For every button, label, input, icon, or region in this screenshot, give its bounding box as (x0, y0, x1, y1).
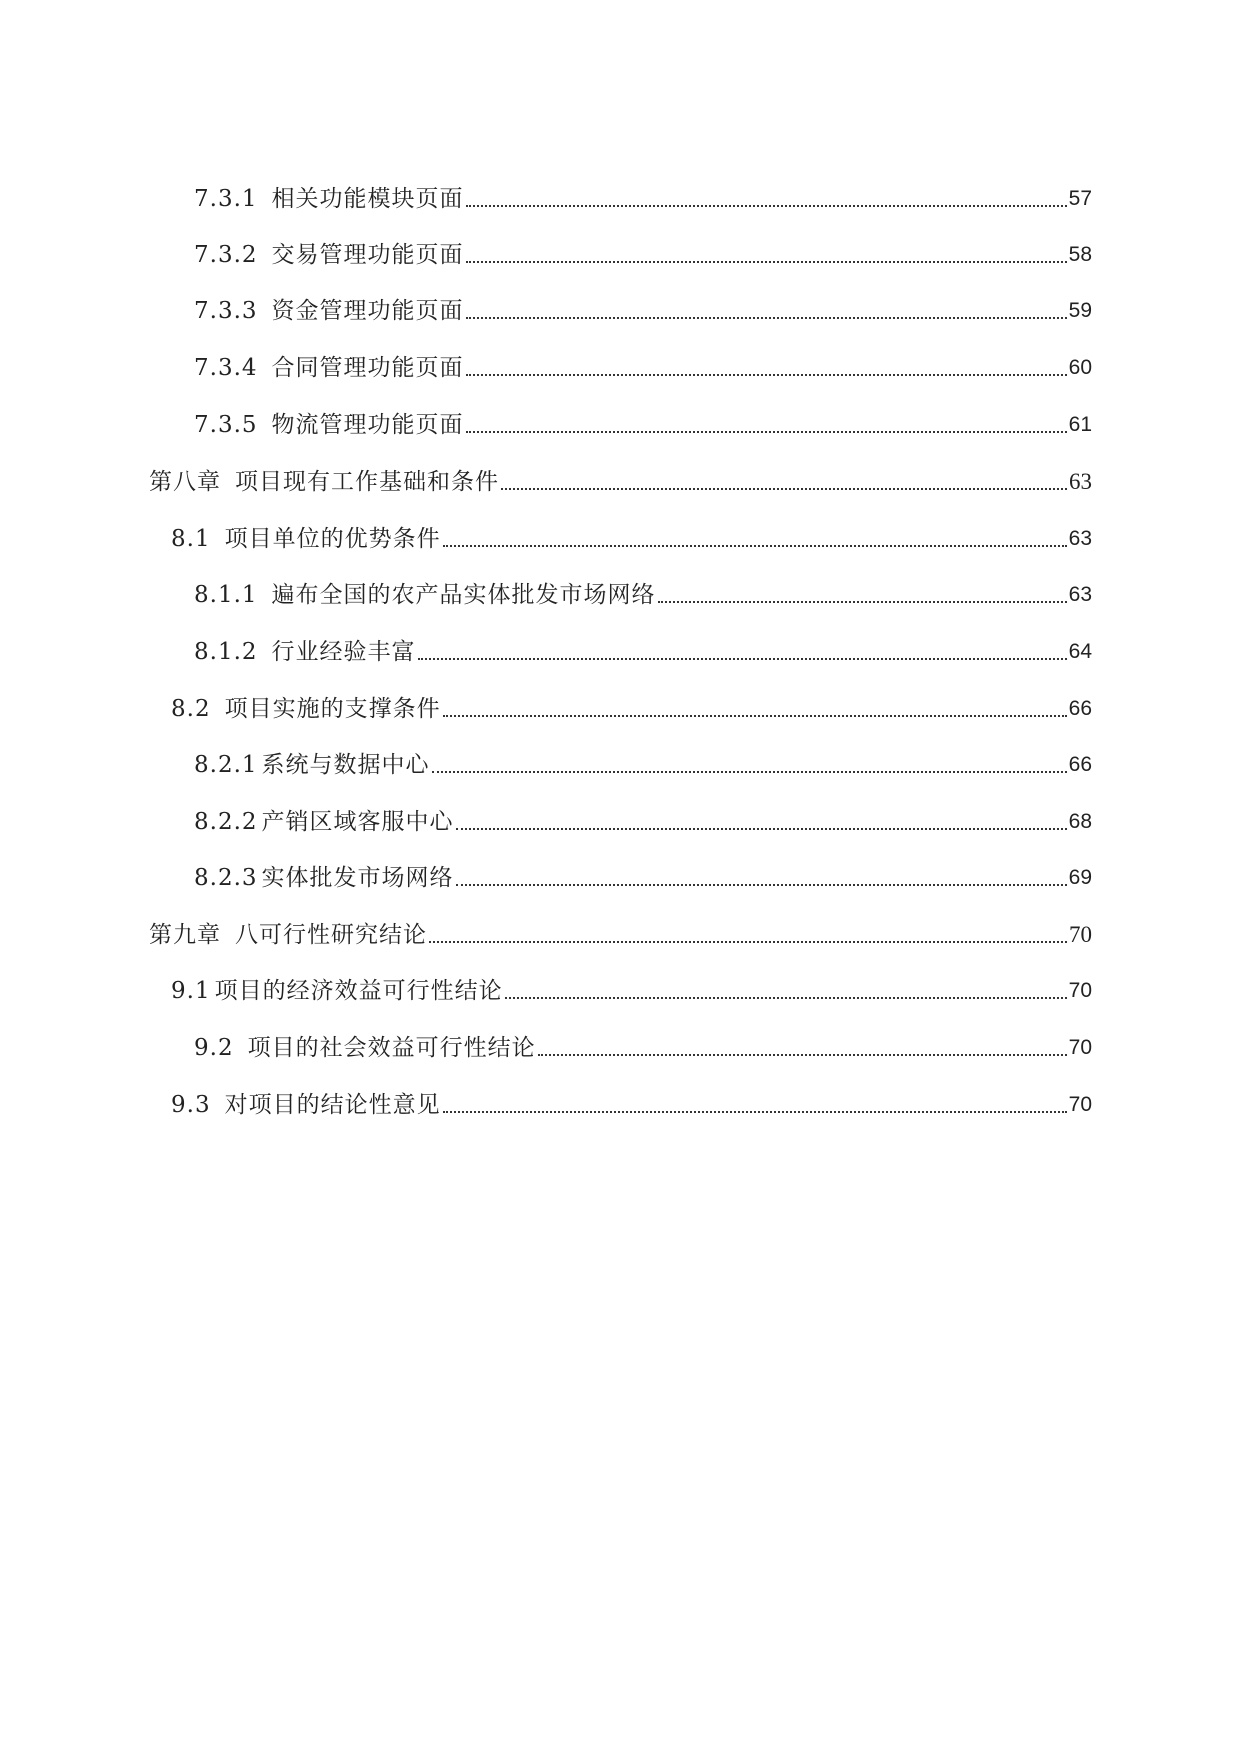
toc-entry-number: 9.3 (171, 1092, 211, 1118)
toc-entry-title: 交易管理功能页面 (271, 242, 464, 268)
toc-entry-page: 59 (1068, 299, 1092, 322)
toc-entry-8-2-1[interactable] (194, 740, 1092, 780)
toc-entry-number: 8.1 (171, 526, 211, 552)
toc-entry-title: 系统与数据中心 (261, 752, 430, 778)
toc-entry-title: 物流管理功能页面 (271, 412, 464, 438)
toc-entry-title: 产销区域客服中心 (261, 809, 454, 835)
toc-entry-8-2-3[interactable] (194, 853, 1092, 893)
toc-entry-title: 合同管理功能页面 (271, 355, 464, 381)
toc-entry-8-2[interactable] (171, 684, 1092, 724)
toc-entry-page: 63 (1068, 527, 1092, 550)
toc-entry-7-3-2[interactable] (194, 230, 1092, 270)
toc-entry-number: 7.3.2 (194, 242, 258, 268)
toc-entry-page: 63 (1068, 583, 1092, 606)
toc-entry-number: 8.1.1 (194, 582, 258, 608)
toc-entry-number: 8.2.3 (194, 865, 258, 891)
toc-entry-title: 实体批发市场网络 (261, 865, 454, 891)
toc-entry-9-1[interactable] (171, 966, 1092, 1006)
toc-entry-8-2-2[interactable] (194, 797, 1092, 837)
toc-entry-title: 项目现有工作基础和条件 (235, 469, 499, 495)
dot-leader (456, 828, 1067, 830)
toc-entry-number: 7.3.5 (194, 412, 258, 438)
dot-leader (466, 431, 1067, 433)
toc-entry-title: 项目的经济效益可行性结论 (214, 978, 503, 1004)
dot-leader (658, 601, 1067, 603)
toc-entry-7-3-3[interactable] (194, 286, 1092, 326)
toc-entry-8-1[interactable] (171, 514, 1092, 554)
toc-entry-number: 8.2 (171, 696, 211, 722)
toc-entry-number: 9.1 (171, 978, 211, 1004)
toc-entry-page: 61 (1068, 413, 1092, 436)
dot-leader (443, 545, 1067, 547)
toc-entry-page: 66 (1068, 697, 1092, 720)
toc-entry-page: 70 (1069, 922, 1092, 947)
toc-entry-number: 7.3.3 (194, 298, 258, 324)
toc-entry-number: 8.2.1 (194, 752, 258, 778)
toc-entry-8-1-2[interactable] (194, 627, 1092, 667)
toc-entry-title: 行业经验丰富 (271, 639, 416, 665)
toc-entry-page: 68 (1068, 810, 1092, 833)
toc-entry-title: 对项目的结论性意见 (224, 1092, 441, 1118)
toc-entry-title: 八可行性研究结论 (235, 922, 427, 948)
dot-leader (466, 317, 1067, 319)
dot-leader (429, 941, 1067, 943)
dot-leader (466, 261, 1067, 263)
dot-leader (466, 374, 1067, 376)
toc-entry-7-3-4[interactable] (194, 343, 1092, 383)
toc-entry-page: 70 (1068, 1036, 1092, 1059)
toc-entry-page: 58 (1068, 243, 1092, 266)
toc-entry-8-1-1[interactable] (194, 570, 1092, 610)
toc-entry-title: 遍布全国的农产品实体批发市场网络 (271, 582, 656, 608)
toc-entry-title: 相关功能模块页面 (271, 186, 464, 212)
toc-entry-9-3[interactable] (171, 1080, 1092, 1120)
dot-leader (443, 715, 1067, 717)
toc-entry-9-2[interactable] (194, 1023, 1092, 1063)
toc-entry-chapter-9[interactable] (149, 910, 1092, 950)
toc-entry-number: 7.3.4 (194, 355, 258, 381)
toc-entry-page: 70 (1068, 1093, 1092, 1116)
toc-entry-chapter-8[interactable] (149, 457, 1092, 497)
dot-leader (418, 658, 1067, 660)
toc-entry-page: 66 (1068, 753, 1092, 776)
toc-entry-page: 64 (1068, 640, 1092, 663)
toc-entry-7-3-5[interactable] (194, 400, 1092, 440)
toc-entry-page: 70 (1068, 979, 1092, 1002)
dot-leader (432, 771, 1067, 773)
toc-entry-number: 第八章 (149, 469, 221, 495)
dot-leader (456, 884, 1067, 886)
toc-entry-title: 项目的社会效益可行性结论 (247, 1035, 536, 1061)
toc-entry-number: 8.1.2 (194, 639, 258, 665)
dot-leader (538, 1054, 1067, 1056)
toc-entry-page: 63 (1069, 469, 1092, 494)
toc-entry-number: 8.2.2 (194, 809, 258, 835)
toc-entry-number: 9.2 (194, 1035, 234, 1061)
dot-leader (505, 997, 1067, 999)
toc-entry-title: 资金管理功能页面 (271, 298, 464, 324)
dot-leader (501, 488, 1067, 490)
toc-entry-number: 第九章 (149, 922, 221, 948)
toc-entry-title: 项目实施的支撑条件 (224, 696, 441, 722)
dot-leader (443, 1111, 1067, 1113)
toc-entry-title: 项目单位的优势条件 (224, 526, 441, 552)
toc-entry-page: 69 (1068, 866, 1092, 889)
dot-leader (466, 205, 1067, 207)
toc-entry-page: 60 (1068, 356, 1092, 379)
toc-entry-7-3-1[interactable] (194, 174, 1092, 214)
toc-entry-page: 57 (1068, 187, 1092, 210)
toc-entry-number: 7.3.1 (194, 186, 258, 212)
